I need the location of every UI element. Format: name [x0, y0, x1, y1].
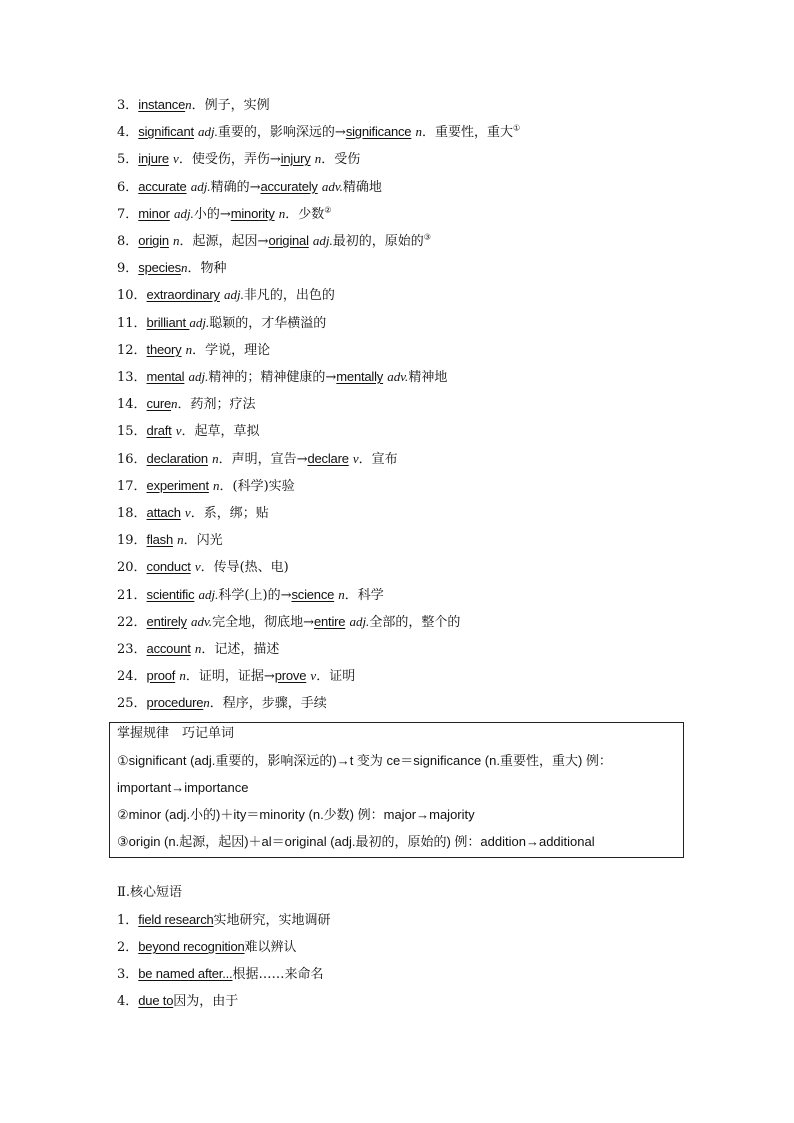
- vocab-word: experiment: [146, 478, 209, 493]
- part-of-speech: n: [194, 641, 202, 656]
- part-of-speech: v: [184, 505, 191, 520]
- vocab-meaning: ．药剂；疗法: [177, 397, 256, 412]
- vocab-meaning: ．例子，实例: [191, 98, 270, 113]
- vocab-meaning: ．起源，起因→: [179, 234, 269, 249]
- vocab-meaning: ．学说，理论: [192, 343, 271, 358]
- vocab-item: [117, 532, 223, 549]
- part-of-speech: n: [212, 451, 219, 466]
- vocab-number: 3．: [117, 98, 139, 113]
- vocab-word: entirely: [146, 614, 187, 629]
- part-of-speech: n: [213, 478, 220, 493]
- vocab-meaning: ．科学: [344, 588, 384, 603]
- tip-line-1: ①significant (adj.重要的，影响深远的)→t 变为 ce＝significance (n.重要性，重大) 例：: [117, 753, 612, 768]
- part-of-speech: n: [185, 342, 193, 357]
- vocab-number: 17．: [117, 479, 147, 494]
- vocab-meaning: ．程序，步骤，手续: [209, 696, 327, 711]
- vocab-number: 13．: [117, 370, 147, 385]
- footnote-marker: ②: [324, 205, 332, 215]
- phrase-item: [117, 993, 238, 1010]
- vocab-meaning: 非凡的，出色的: [243, 288, 335, 303]
- phrase-meaning: 因为，由于: [173, 994, 239, 1009]
- vocab-meaning: 精确的→: [210, 180, 261, 195]
- vocab-word: scientific: [146, 587, 195, 602]
- vocab-meaning: ．证明，证据→: [185, 669, 275, 684]
- vocab-number: 4．: [117, 125, 139, 140]
- vocab-meaning: 精确地: [342, 180, 382, 195]
- vocab-item: [117, 614, 460, 631]
- vocab-number: 10．: [117, 288, 147, 303]
- part-of-speech: adv.: [321, 179, 343, 194]
- vocab-word: mental: [146, 369, 185, 384]
- vocab-meaning: ．受伤: [321, 152, 361, 167]
- vocab-item: [117, 206, 331, 223]
- part-of-speech: adj.: [198, 124, 218, 139]
- vocab-meaning: ．起草，草拟: [181, 424, 260, 439]
- vocab-word: extraordinary: [146, 287, 220, 302]
- vocab-meaning: ．物种: [187, 261, 227, 276]
- part-of-speech: adj.: [173, 206, 194, 221]
- tip-box: [109, 722, 684, 858]
- part-of-speech: n: [203, 695, 210, 710]
- footnote-marker: ①: [513, 123, 521, 133]
- vocab-item: [117, 342, 270, 359]
- vocab-word: attach: [146, 505, 181, 520]
- phrase-number: 4．: [117, 994, 139, 1009]
- tip-line-2: important→importance: [117, 780, 249, 795]
- phrase-item: [117, 939, 297, 956]
- vocab-word: origin: [138, 233, 169, 248]
- vocab-item: [117, 668, 355, 685]
- vocab-item: [117, 505, 269, 522]
- part-of-speech: adj.: [190, 179, 211, 194]
- vocab-item: [117, 124, 520, 141]
- part-of-speech: n: [171, 396, 178, 411]
- vocab-word: conduct: [146, 559, 191, 574]
- vocab-number: 24．: [117, 669, 147, 684]
- vocab-number: 8．: [117, 234, 139, 249]
- part-of-speech: adv.: [191, 614, 213, 629]
- vocab-number: 14．: [117, 397, 147, 412]
- section-title: Ⅱ.核心短语: [117, 885, 182, 900]
- vocab-word: brilliant: [146, 315, 190, 330]
- vocab-number: 12．: [117, 343, 147, 358]
- vocab-item: [117, 423, 260, 440]
- vocab-number: 5．: [117, 152, 139, 167]
- vocab-meaning: ．宣布: [358, 452, 398, 467]
- vocab-item: [117, 369, 447, 386]
- vocab-item: [117, 396, 256, 413]
- vocab-number: 9．: [117, 261, 139, 276]
- vocab-item: [117, 233, 431, 250]
- vocab-meaning: ．使受伤，弄伤→: [178, 152, 281, 167]
- vocab-number: 7．: [117, 207, 139, 222]
- vocab-word: proof: [146, 668, 176, 683]
- vocab-item: [117, 478, 295, 495]
- vocab-meaning: ．少数: [285, 207, 325, 222]
- vocab-word: minor: [138, 206, 170, 221]
- vocab-item: [117, 451, 398, 468]
- vocab-meaning: 聪颖的，才华横溢的: [209, 316, 327, 331]
- vocab-item: [117, 315, 326, 332]
- vocab-word: original: [268, 233, 309, 248]
- part-of-speech: v: [194, 559, 201, 574]
- vocab-meaning: ．声明，宣告→: [218, 452, 308, 467]
- phrase-number: 3．: [117, 967, 139, 982]
- vocab-meaning: ．传导(热、电): [200, 560, 289, 575]
- vocab-meaning: ．闪光: [183, 533, 223, 548]
- vocab-meaning: ．重要性，重大: [421, 125, 513, 140]
- footnote-marker: ③: [423, 232, 431, 242]
- vocab-word: entire: [313, 614, 346, 629]
- vocab-meaning: ．(科学)实验: [219, 479, 295, 494]
- part-of-speech: n: [173, 233, 180, 248]
- part-of-speech: n: [278, 206, 286, 221]
- phrase-meaning: 实地研究，实地调研: [213, 913, 331, 928]
- vocab-number: 11．: [117, 316, 147, 331]
- phrase-meaning: 根据……来命名: [232, 967, 324, 982]
- vocab-word: declaration: [146, 451, 208, 466]
- vocab-number: 19．: [117, 533, 147, 548]
- vocab-item: [117, 641, 279, 658]
- vocab-word: minority: [230, 206, 275, 221]
- vocab-item: [117, 287, 335, 304]
- phrase-number: 1．: [117, 913, 139, 928]
- vocab-number: 22．: [117, 615, 147, 630]
- vocab-word: mentally: [336, 369, 384, 384]
- vocab-meaning: ．证明: [316, 669, 356, 684]
- vocab-word: prove: [274, 668, 307, 683]
- part-of-speech: v: [175, 423, 182, 438]
- vocab-word: procedure: [146, 695, 204, 710]
- vocab-number: 25．: [117, 696, 147, 711]
- vocab-word: accurate: [138, 179, 187, 194]
- part-of-speech: v: [173, 151, 179, 166]
- phrase-text: be named after...: [138, 966, 233, 981]
- vocab-word: science: [291, 587, 335, 602]
- part-of-speech: n: [179, 668, 186, 683]
- vocab-word: injure: [138, 151, 169, 166]
- tip-line-3: ②minor (adj.小的)＋ity＝minority (n.少数) 例：major→majority: [117, 807, 475, 822]
- part-of-speech: v: [310, 668, 317, 683]
- vocab-item: [117, 695, 327, 712]
- part-of-speech: adj.: [188, 369, 209, 384]
- part-of-speech: adj.: [223, 287, 244, 302]
- part-of-speech: n: [338, 587, 345, 602]
- vocab-meaning: ．系，绑；贴: [190, 506, 269, 521]
- phrase-number: 2．: [117, 940, 139, 955]
- part-of-speech: adj.: [349, 614, 370, 629]
- vocab-item: [117, 151, 360, 168]
- vocab-word: draft: [146, 423, 172, 438]
- vocab-meaning: 完全地，彻底地→: [212, 615, 314, 630]
- vocab-meaning: 精神地: [408, 370, 448, 385]
- vocab-number: 15．: [117, 424, 147, 439]
- vocab-meaning: 最初的，原始的: [332, 234, 424, 249]
- tip-box-title: 掌握规律 巧记单词: [117, 726, 235, 741]
- vocab-meaning: 精神的；精神健康的→: [208, 370, 337, 385]
- vocab-word: accurately: [260, 179, 318, 194]
- part-of-speech: n: [415, 124, 422, 139]
- vocab-meaning: 全部的，整个的: [369, 615, 461, 630]
- vocab-word: flash: [146, 532, 174, 547]
- vocab-word: injury: [280, 151, 311, 166]
- vocab-word: significant: [138, 124, 194, 139]
- vocab-item: [117, 179, 382, 196]
- vocab-word: theory: [146, 342, 182, 357]
- vocab-meaning: 科学(上)的→: [218, 588, 292, 603]
- vocab-number: 23．: [117, 642, 147, 657]
- part-of-speech: adj.: [198, 587, 219, 602]
- vocab-item: [117, 97, 270, 114]
- part-of-speech: adj.: [189, 315, 210, 330]
- part-of-speech: n: [314, 151, 322, 166]
- vocab-number: 16．: [117, 452, 147, 467]
- vocab-word: instance: [138, 97, 186, 112]
- phrase-item: [117, 966, 323, 983]
- tip-line-4: ③origin (n.起源，起因)＋al＝original (adj.最初的，原始的) 例：addition→additional: [117, 834, 595, 849]
- phrase-text: field research: [138, 912, 214, 927]
- part-of-speech: n: [185, 97, 192, 112]
- vocab-item: [117, 260, 226, 277]
- part-of-speech: adv.: [387, 369, 409, 384]
- vocab-word: significance: [345, 124, 412, 139]
- vocab-meaning: 重要的，影响深远的→: [217, 125, 346, 140]
- vocab-item: [117, 559, 289, 576]
- part-of-speech: v: [352, 451, 359, 466]
- phrase-meaning: 难以辨认: [244, 940, 297, 955]
- phrase-text: beyond recognition: [138, 939, 245, 954]
- part-of-speech: n: [177, 532, 184, 547]
- vocab-meaning: 小的→: [193, 207, 231, 222]
- vocab-item: [117, 587, 384, 604]
- vocab-word: cure: [146, 396, 172, 411]
- vocab-number: 20．: [117, 560, 147, 575]
- vocab-number: 6．: [117, 180, 139, 195]
- vocab-meaning: ．记述，描述: [201, 642, 280, 657]
- vocab-word: declare: [307, 451, 349, 466]
- vocab-word: account: [146, 641, 191, 656]
- vocab-number: 18．: [117, 506, 147, 521]
- phrase-item: [117, 912, 331, 929]
- phrase-text: due to: [138, 993, 174, 1008]
- vocab-number: 21．: [117, 588, 147, 603]
- part-of-speech: adj.: [312, 233, 333, 248]
- vocab-word: species: [138, 260, 181, 275]
- part-of-speech: n: [180, 260, 188, 275]
